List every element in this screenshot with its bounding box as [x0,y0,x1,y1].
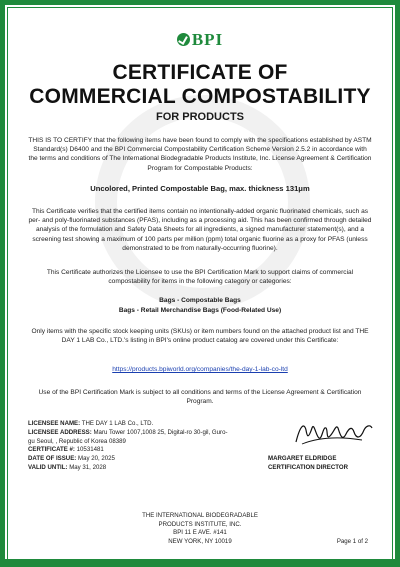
bpi-leaf-logo-icon [177,33,190,46]
certificate-subtitle: FOR PRODUCTS [156,111,244,123]
licensee-address-label: LICENSEE ADDRESS: [28,428,92,436]
footer-line: NEW YORK, NY 10019 [168,537,232,545]
use-paragraph: Use of the BPI Certification Mark is subject to all conditions and terms of the License Agreement & Certification Program. [38,389,362,406]
certificate-title-line1: CERTIFICATE OF [112,61,288,84]
valid-until-label: VALID UNTIL: [28,463,68,471]
certificate-title-line2: COMMERCIAL COMPOSTABILITY [29,85,371,108]
issue-date-row [28,455,233,464]
certificate-number-row [28,446,233,455]
signatory-block [268,455,388,472]
signatory-title: CERTIFICATION DIRECTOR [268,463,349,471]
sku-paragraph: Only items with the specific stock keeping units (SKUs) or item numbers found on the attached product list and THE DAY 1 LAB Co., LTD.'s listing in BPI's online product catalog are covered under this Certificate: [31,328,369,345]
product-name: Uncolored, Printed Compostable Bag, max. thickness 131μm [90,184,310,193]
valid-until-row [28,464,233,473]
logo-text: BPI [191,30,224,49]
licensee-name: THE DAY 1 LAB Co., LTD. [81,420,154,427]
certificate-number: 10531481 [76,446,104,454]
intro-paragraph: THIS IS TO CERTIFY that the following items have been found to comply with the specifications established by ASTM Standard(s) D6400 and the BPI Commercial Compostability Certification Scheme Version 2.5.2 in accordance with the terms and conditions of The International Biodegradable Products Institute, Inc. License Agreement & Certification Program for Compostable Products: [28,137,372,172]
authorize-paragraph: This Certificate authorizes the Licensee to use the BPI Certification Mark to support claims of commercial compostability for items in the following category or categories: [46,269,354,286]
bottom-band [0,559,400,567]
licensee-details [28,420,233,473]
category-list [0,296,400,316]
licensee-address: Maru Tower 1007,1008 25, Digital-ro 30-gil, Guro-gu Seoul, , Republic of Korea 08389 [28,428,228,445]
bpi-logo [0,30,400,50]
footer-line: BPI 11 E AVE. #141 [173,529,227,536]
licensee-address-row [28,429,233,447]
category-item: Bags - Compostable Bags [159,297,241,304]
page-number: Page 1 of 2 [336,538,368,545]
footer-line: PRODUCTS INSTITUTE, INC. [158,520,242,528]
signatory-name: MARGARET ELDRIDGE [268,455,337,462]
pfas-paragraph: This Certificate verifies that the certified items contain no intentionally-added organic fluorinated chemicals, such as per- and poly-fluorinated substances (PFAS), including as a processing aid. This has been confirmed through detailed analysis of the formulation and Safety Data Sheets for all ingredients, a signed manufacturer statement(s), and a screening test showing a maximum of 100 parts per million (ppm) total organic fluorine as a proxy for PFAS (unless demonstrated to be from naturally-occurring fluorine). [28,208,372,252]
catalog-link[interactable]: https://products.bpiworld.org/companies/the-day-1-lab-co-ltd [112,366,288,373]
signature-image [292,416,376,450]
footer-line: THE INTERNATIONAL BIODEGRADABLE [142,512,258,519]
licensee-name-row [28,420,233,429]
licensee-name-label: LICENSEE NAME: [28,420,81,427]
valid-until: May 31, 2028 [69,463,107,471]
category-item: Bags - Retail Merchandise Bags (Food-Related Use) [118,307,282,314]
certificate-number-label: CERTIFICATE #: [28,446,75,454]
issue-date-label: DATE OF ISSUE: [28,455,77,463]
issue-date: May 20, 2025 [78,455,115,463]
